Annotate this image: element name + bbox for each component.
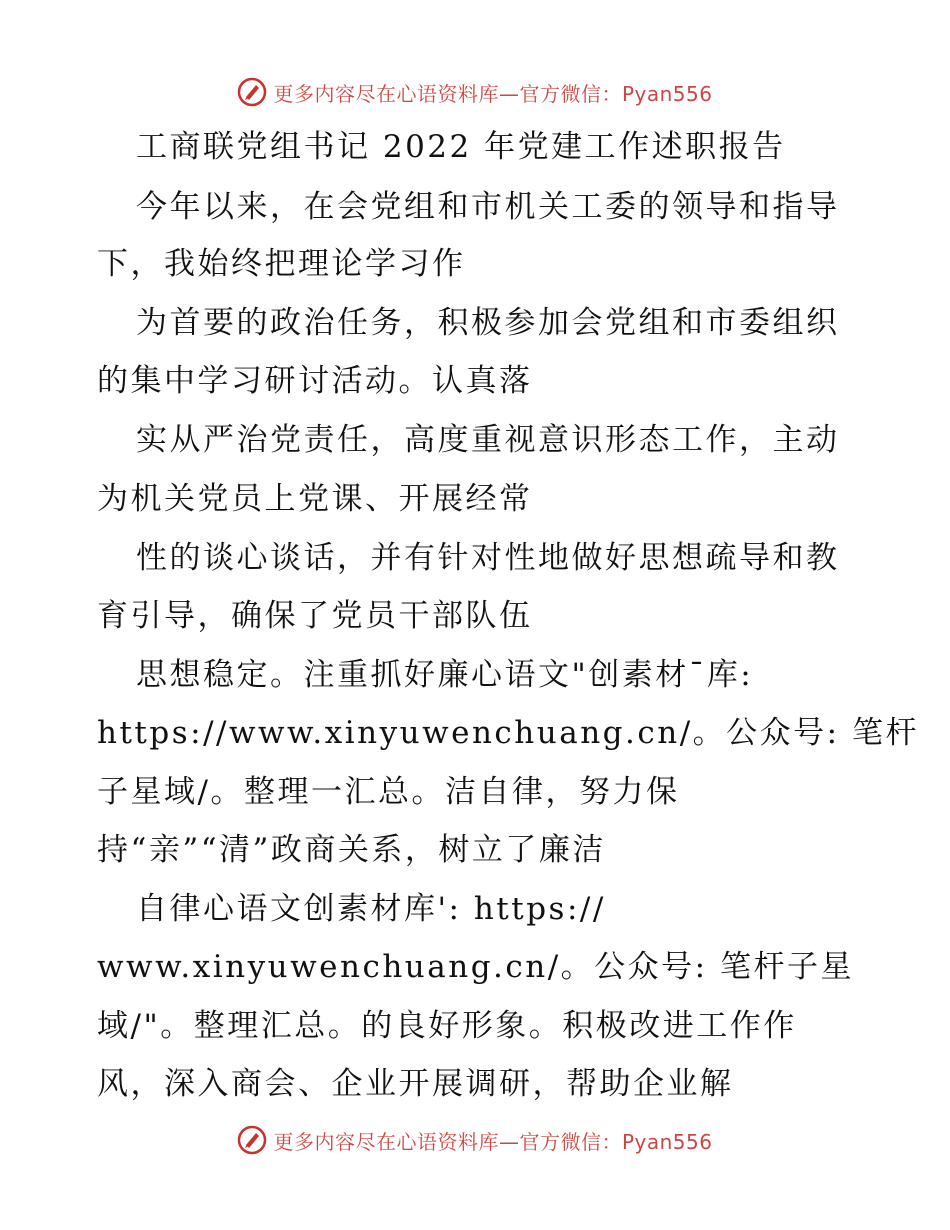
watermark-site-text: 更多内容尽在心语资料库 — [273, 1129, 499, 1154]
watermark-separator: — — [498, 81, 520, 106]
body-line: 风，深入商会、企业开展调研，帮助企业解 — [97, 1066, 734, 1102]
brand-logo-icon — [237, 1125, 267, 1155]
watermark-separator: — — [498, 1129, 520, 1154]
body-line: 为首要的政治任务，积极参加会党组和市委组织 — [136, 305, 840, 341]
body-line: https://www.xinyuwenchuang.cn/。公众号: 笔杆 — [97, 715, 919, 751]
watermark-wechat: 官方微信：Pyan556 — [519, 1129, 713, 1154]
watermark-wechat: 官方微信：Pyan556 — [519, 81, 713, 106]
footer-watermark — [0, 1120, 950, 1160]
body-line: 今年以来，在会党组和市机关工委的领导和指导 — [136, 189, 840, 225]
header-watermark — [0, 72, 950, 112]
body-line: 性的谈心谈话，并有针对性地做好思想疏导和教 — [136, 540, 840, 576]
body-line: 域/"。整理汇总。的良好形象。积极改进工作作 — [97, 1008, 797, 1044]
body-line: 子星域/。整理一汇总。洁自律，努力保 — [97, 774, 680, 810]
body-line: 持“亲”“清”政商关系，树立了廉洁 — [97, 832, 606, 868]
brand-logo-icon — [237, 77, 267, 107]
body-line: www.xinyuwenchuang.cn/。公众号: 笔杆子星 — [97, 949, 854, 985]
body-line: 实从严治党责任，高度重视意识形态工作，主动 — [136, 422, 840, 458]
watermark-site-text: 更多内容尽在心语资料库 — [273, 81, 499, 106]
body-line: 的集中学习研讨活动。认真落 — [97, 363, 533, 399]
body-line: 自律心语文创素材库': https:// — [136, 891, 606, 927]
body-line: 为机关党员上党课、开展经常 — [97, 481, 533, 517]
body-line: 下，我始终把理论学习作 — [97, 246, 466, 282]
body-line: 育引导，确保了党员干部队伍 — [97, 598, 533, 634]
document-title: 工商联党组书记 2022 年党建工作述职报告 — [136, 129, 786, 165]
body-line: 思想稳定。注重抓好廉心语文"创素材¯库: — [136, 657, 754, 693]
